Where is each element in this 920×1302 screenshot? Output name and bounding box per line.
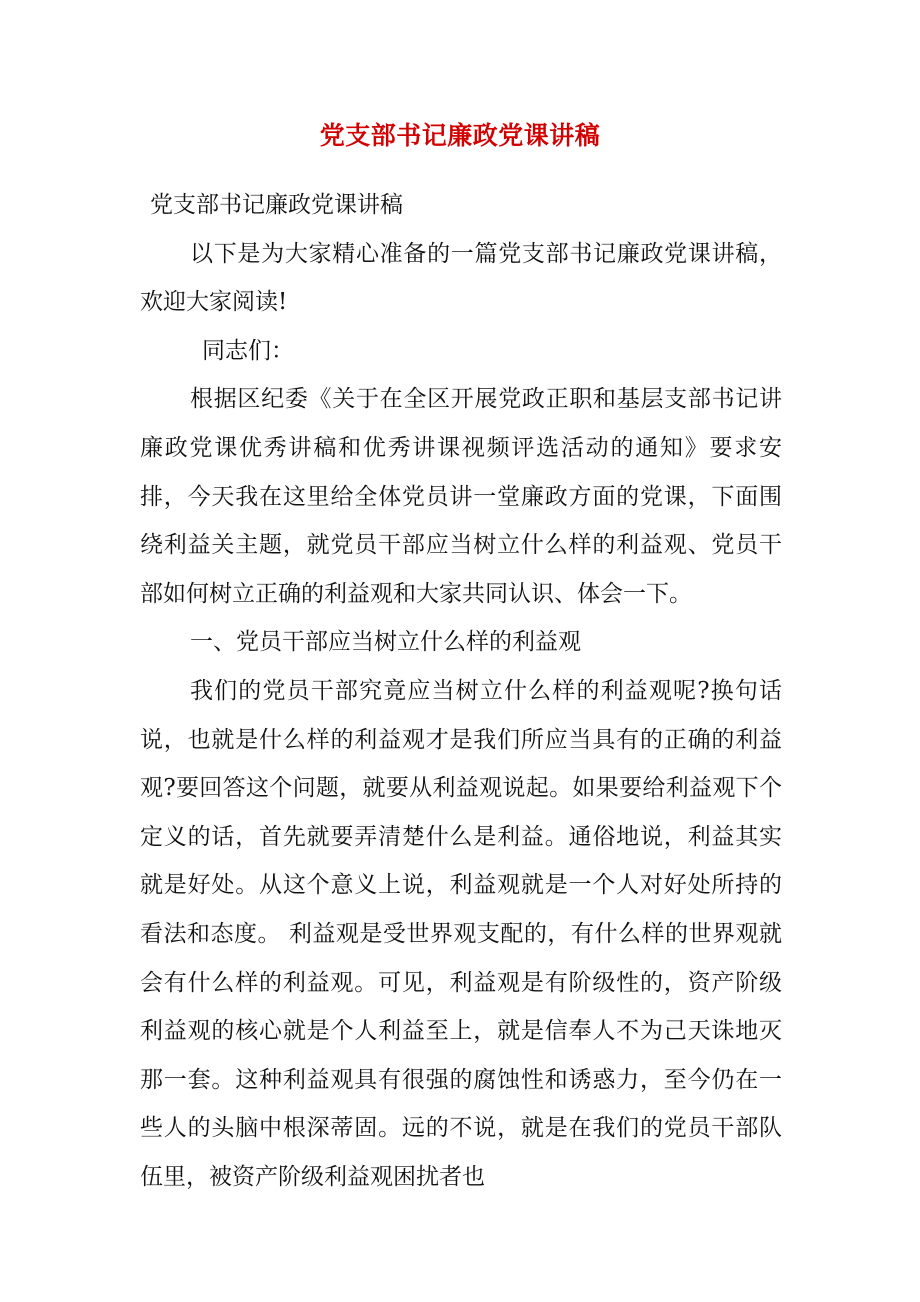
greeting: 同志们： bbox=[202, 337, 294, 364]
document-title: 党支部书记廉政党课讲稿 bbox=[319, 121, 601, 150]
background-paragraph: 根据区纪委《关于在全区开展党政正职和基层支部书记讲廉政党课优秀讲稿和优秀讲课视频评选活动的通知》要求安排，今天我在这里给全体党员讲一堂廉政方面的党课，下面围绕利益关主题，就党员干部应当树立什么样的利益观、党员干部如何树立正确的利益观和大家共同认识、体会一下。 bbox=[140, 386, 782, 607]
section-heading: 一、党员干部应当树立什么样的利益观 bbox=[190, 629, 581, 656]
document-subtitle: 党支部书记廉政党课讲稿 bbox=[150, 192, 403, 218]
section-paragraph: 我们的党员干部究竟应当树立什么样的利益观呢?换句话说，也就是什么样的利益观才是我们所应当具有的正确的利益观?要回答这个问题，就要从利益观说起。如果要给利益观下个定义的话，首先就要弄清楚什么是利益。通俗地说，利益其实就是好处。从这个意义上说，利益观就是一个人对好处所持的看法和态度。 利益观是受世界观支配的，有什么样的世界观就会有什么样的利益观。可见，利益观是有阶级性的，资产阶级利益观的核心就是个人利益至上，就是信奉人不为己天诛地灭那一套。这种利益观具有很强的腐蚀性和诱惑力，至今仍在一些人的头脑中根深蒂固。远的不说，就是在我们的党员干部队伍里，被资产阶级利益观困扰者也 bbox=[140, 677, 782, 1190]
intro-paragraph: 以下是为大家精心准备的一篇党支部书记廉政党课讲稿，欢迎大家阅读! bbox=[140, 240, 782, 316]
document-body bbox=[140, 181, 782, 1201]
